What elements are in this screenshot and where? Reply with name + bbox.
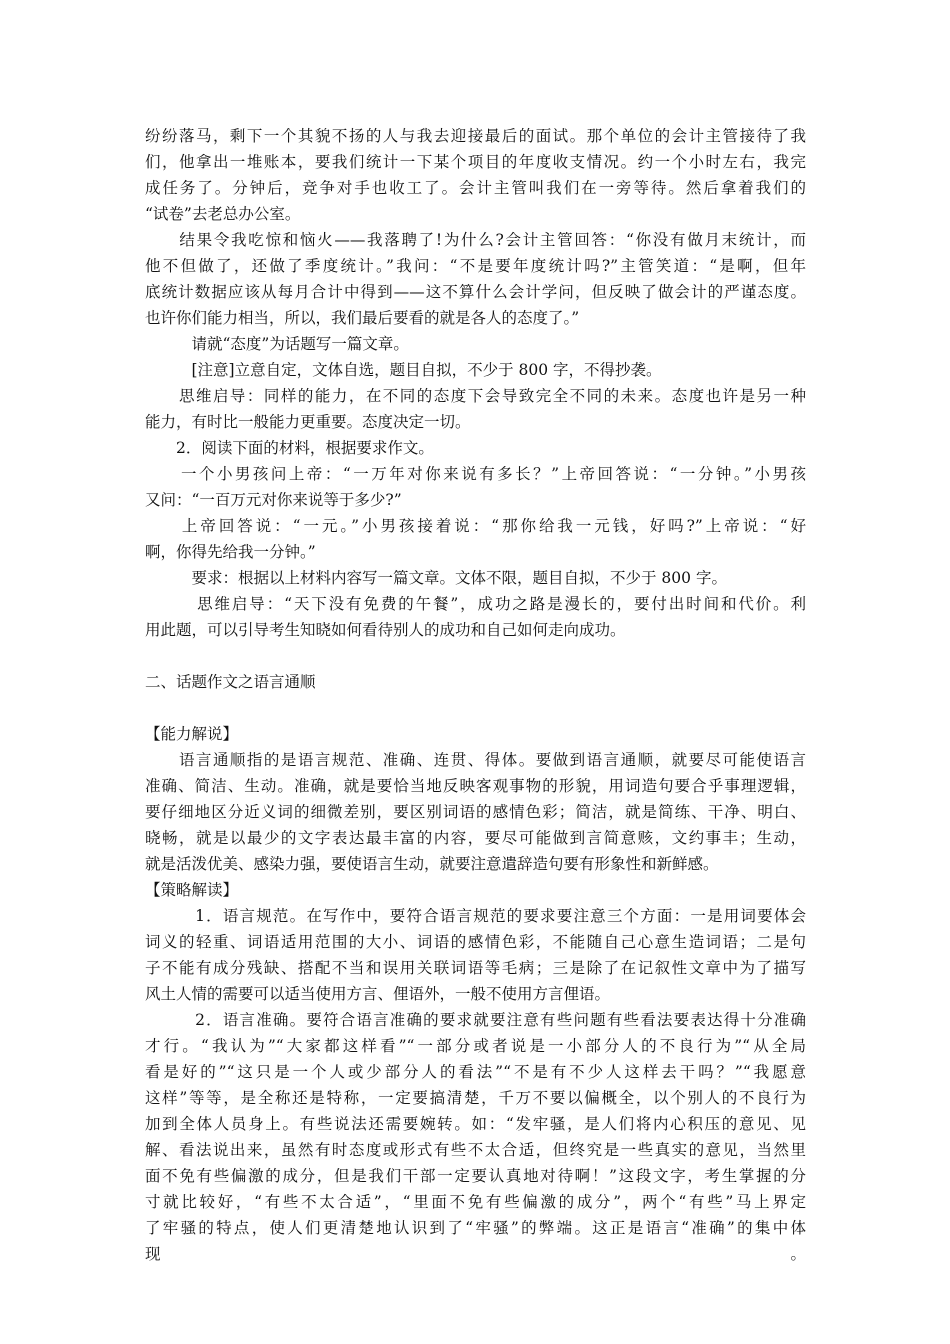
text-line: 啊，你得先给我一分钟。”: [145, 543, 316, 561]
text-line: 成任务了。分钟后，竞争对手也收工了。会计主管叫我们在一旁等待。然后拿着我们的: [145, 179, 806, 197]
text-line: 语言通顺指的是语言规范、准确、连贯、得体。要做到语言通顺，就要尽可能使语言: [145, 751, 806, 769]
text-line: [注意]立意自定，文体自选，题目自拟，不少于 800 字，不得抄袭。: [145, 361, 662, 379]
text-line: 思维启导：“天下没有免费的午餐”，成功之路是漫长的，要付出时间和代价。利: [145, 595, 806, 613]
text-line: 上帝回答说：“一元。”小男孩接着说：“那你给我一元钱，好吗?”上帝说：“好: [145, 517, 806, 535]
section-heading: 二、话题作文之语言通顺: [145, 673, 316, 691]
text-line: 能力，有时比一般能力更重要。态度决定一切。: [145, 413, 471, 431]
text-line: 请就“态度”为话题写一篇文章。: [145, 335, 409, 353]
text-line: 结果令我吃惊和恼火——我落聘了!为什么?会计主管回答：“你没有做月末统计，而: [145, 231, 806, 249]
text-line: 加到全体人员身上。有些说法还需要婉转。如：“发牢骚，是人们将内心积压的意见、见: [145, 1115, 806, 1133]
text-line: 词义的轻重、词语适用范围的大小、词语的感情色彩，不能随自己心意生造词语；二是句: [145, 933, 806, 951]
text-line: 面不免有些偏激的成分，但是我们干部一定要认真地对待啊！”这段文字，考生掌握的分: [145, 1167, 806, 1185]
text-line: 一个小男孩问上帝：“一万年对你来说有多长？”上帝回答说：“一分钟。”小男孩: [145, 465, 806, 483]
text-line: 思维启导：同样的能力，在不同的态度下会导致完全不同的未来。态度也许是另一种: [145, 387, 806, 405]
text-line: 寸就比较好，“有些不太合适”，“里面不免有些偏激的成分”，两个“有些”马上界定: [145, 1193, 806, 1211]
text-line: “试卷”去老总办公室。: [145, 205, 301, 223]
text-line: 就是活泼优美、感染力强，要使语言生动，就要注意遣辞造句要有形象性和新鲜感。: [145, 855, 719, 873]
text-line: 2．阅读下面的材料，根据要求作文。: [145, 439, 434, 457]
text-line: 解、看法说出来，虽然有时态度或形式有些不太合适，但终究是一些真实的意见，当然里: [145, 1141, 806, 1159]
text-line: 1．语言规范。在写作中，要符合语言规范的要求要注意三个方面：一是用词要体会: [145, 907, 806, 925]
text-line: 才行。“我认为”“大家都这样看”“一部分或者说是一小部分人的不良行为”“从全局: [145, 1037, 806, 1055]
text-line: 现。: [145, 1245, 806, 1263]
text-line: 要求：根据以上材料内容写一篇文章。文体不限，题目自拟，不少于 800 字。: [145, 569, 727, 587]
text-line: 纷纷落马，剩下一个其貌不扬的人与我去迎接最后的面试。那个单位的会计主管接待了我: [145, 127, 806, 145]
text-line: 看是好的”“这只是一个人或少部分人的看法”“不是有不少人这样去干吗？”“我愿意: [145, 1063, 806, 1081]
text-line: 们，他拿出一堆账本，要我们统计一下某个项目的年度收支情况。约一个小时左右，我完: [145, 153, 806, 171]
text-line: 风土人情的需要可以适当使用方言、俚语外，一般不使用方言俚语。: [145, 985, 611, 1003]
text-line: 用此题，可以引导考生知晓如何看待别人的成功和自己如何走向成功。: [145, 621, 626, 639]
text-line: 准确、简洁、生动。准确，就是要恰当地反映客观事物的形貌，用词造句要合乎事理逻辑，: [145, 777, 806, 795]
text-line: 子不能有成分残缺、搭配不当和误用关联词语等毛病；三是除了在记叙性文章中为了描写: [145, 959, 806, 977]
text-line: 晓畅，就是以最少的文字表达最丰富的内容，要尽可能做到言简意赅，文约事丰；生动，: [145, 829, 806, 847]
text-line: 也许你们能力相当，所以，我们最后要看的就是各人的态度了。”: [145, 309, 580, 327]
text-line: 了牢骚的特点，使人们更清楚地认识到了“牢骚”的弊端。这正是语言“准确”的集中体: [145, 1219, 806, 1237]
text-line: 2．语言准确。要符合语言准确的要求就要注意有些问题有些看法要表达得十分准确: [145, 1011, 806, 1029]
text-line: 他不但做了，还做了季度统计。”我问：“不是要年度统计吗?”主管笑道：“是啊，但年: [145, 257, 806, 275]
subheading: 【策略解读】: [145, 881, 239, 899]
subheading: 【能力解说】: [145, 725, 239, 743]
text-line: 又问：“一百万元对你来说等于多少?”: [145, 491, 402, 509]
text-line: 这样”等等，是全称还是特称，一定要搞清楚，千万不要以偏概全，以个别人的不良行为: [145, 1089, 806, 1107]
text-line: 底统计数据应该从每月合计中得到——这不算什么会计学问，但反映了做会计的严谨态度。: [145, 283, 806, 301]
text-line: 要仔细地区分近义词的细微差别，要区别词语的感情色彩；简洁，就是简练、干净、明白、: [145, 803, 806, 821]
